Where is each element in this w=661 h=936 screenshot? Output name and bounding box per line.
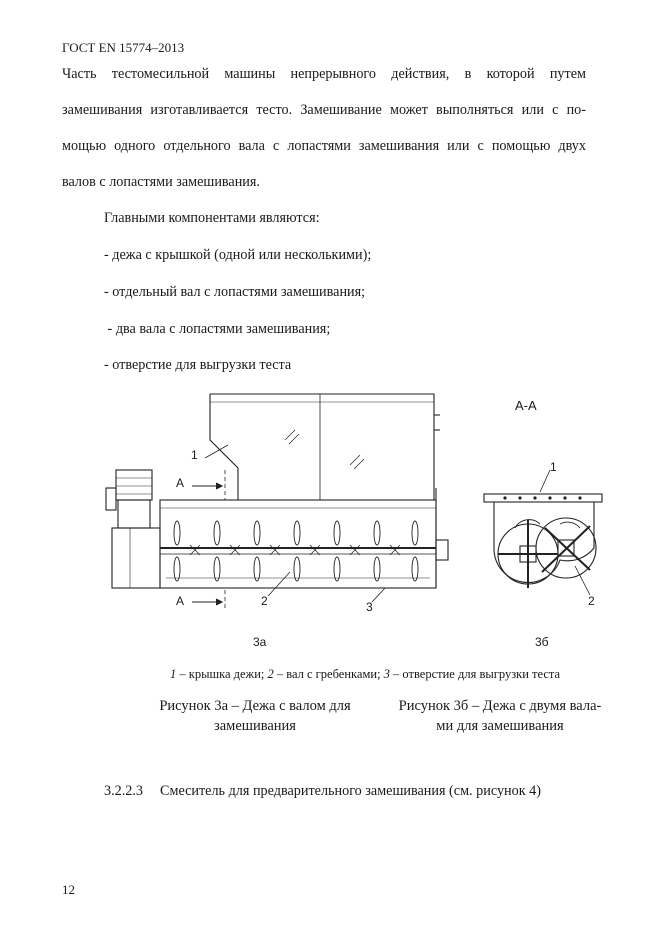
callout-3b: 1 [550,460,557,474]
callout-3a: 2 [261,594,268,608]
legend-text: – крышка дежи; [176,667,268,681]
callout-3a: 1 [191,448,198,462]
legend-number: 3 [383,667,390,681]
figure-legend [170,667,560,682]
subsection-title: Смеситель для предварительного замешивания (см. рисунок 4) [160,783,541,799]
page-number: 12 [62,882,75,897]
legend-text: – отверстие для выгрузки теста [389,667,561,681]
legend-number: 2 [267,667,274,681]
caption-3a-line-1: Рисунок 3а – Дежа с валом для [159,698,351,714]
caption-3a-line-2: замешивания [214,718,296,734]
caption-3b-line-2: ми для замешивания [436,718,564,734]
intro-line-1: Часть тестомесильной машины непрерывного действия, в которой путем [62,66,586,82]
intro-line-3: мощью одного отдельного вала с лопастями замешивания или с помощью двух [62,138,586,154]
component-item: - дежа с крышкой (одной или несколькими); [104,247,372,263]
figure-3a-trough [106,394,448,610]
intro-line-4: валов с лопастями замешивания. [62,174,260,190]
component-item: - отдельный вал с лопастями замешивания; [104,284,366,300]
legend-text: – вал с гребенками; [273,667,384,681]
legend-number: 1 [170,667,177,681]
component-item: - два вала с лопастями замешивания; [104,321,331,337]
sub-label-a: 3а [253,635,267,649]
cut-label-bottom: А [176,594,185,608]
intro-line-2: замешивания изготавливается тесто. Замешивание может выполняться или с по- [62,102,586,118]
document-header: ГОСТ EN 15774–2013 [62,40,185,55]
caption-3b-line-1: Рисунок 3б – Дежа с двумя вала- [398,698,602,714]
cut-label-top: А [176,476,185,490]
sub-label-b: 3б [535,635,549,649]
figure-3b-section [484,470,602,595]
components-heading: Главными компонентами являются: [104,210,320,226]
component-item: - отверстие для выгрузки теста [104,357,292,373]
section-label: А-А [515,398,537,413]
callout-3b: 2 [588,594,595,608]
callout-3a: 3 [366,600,373,614]
subsection-number: 3.2.2.3 [104,783,144,799]
